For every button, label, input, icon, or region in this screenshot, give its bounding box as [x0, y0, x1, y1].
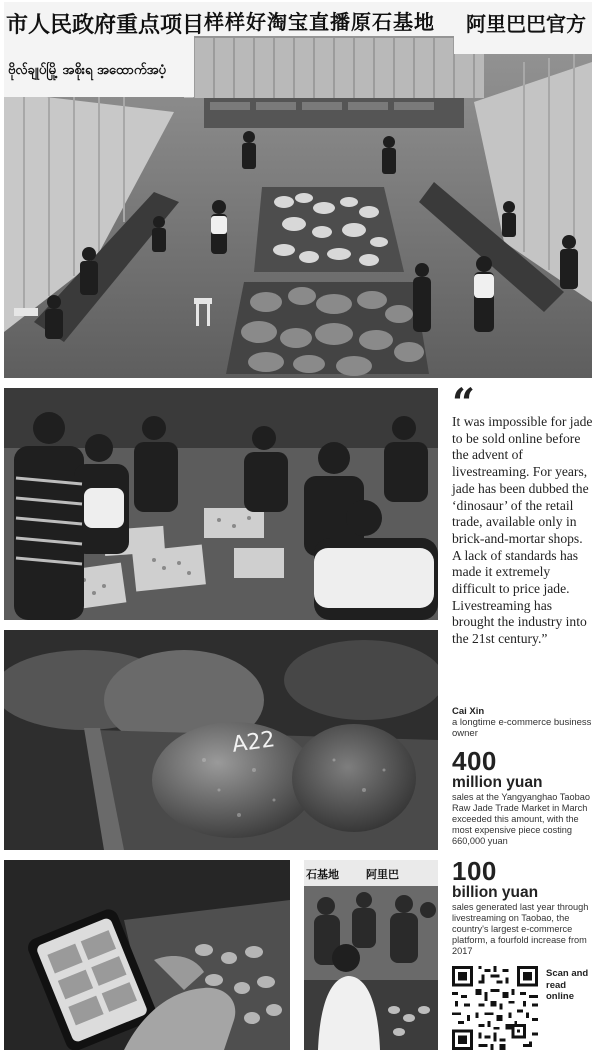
scan-read-online-label: Scan and read online [546, 968, 589, 1002]
stat-description: sales at the Yangyanghao Taobao Raw Jade Trade Market in March exceeded this amount, with the most expensive piece costing 660,000 yuan [452, 792, 590, 846]
quote-speaker-role: a longtime e-commerce business owner [452, 717, 592, 739]
stat-description: sales generated last year through livestreaming on Taobao, the country's largest e-commerce platform, a fourfold increase from 2017 [452, 902, 589, 956]
banner-center-text: 样样好淘宝直播原石基地 [204, 10, 435, 34]
photo-jade-market-hall [4, 2, 592, 378]
stat-unit: billion yuan [452, 884, 539, 901]
photo-jade-traders [4, 388, 438, 620]
banner-right-text: 阿里巴巴官方 [466, 12, 586, 36]
pull-quote-text: It was impossible for jade to be sold online before the advent of livestreaming. For years, jade has been dubbed the ‘dinosaur’ of the retail trade, available only in brick-and-mortar shops. A lack of standards has made it extremely difficult to price jade. Livestreaming has brought the industry into the 21st century.” [452, 414, 593, 647]
stream-sign-left: 石基地 [306, 868, 339, 881]
quote-mark-icon: “ [452, 380, 476, 427]
photo-raw-jade-stone [4, 630, 438, 850]
quote-speaker-name: Cai Xin [452, 706, 485, 717]
stat-number: 400 [452, 746, 497, 776]
qr-code[interactable] [452, 966, 538, 1050]
photo-livestream-seller [304, 860, 438, 1050]
stream-sign-right: 阿里巴 [366, 868, 399, 881]
stat-unit: million yuan [452, 774, 543, 791]
stone-label-text: A22 [230, 727, 277, 758]
stat-number: 100 [452, 856, 497, 886]
banner-left-text: 市人民政府重点项目 [6, 13, 205, 38]
banner-burmese-text: ဗိုလ်ချုပ်မြို့ အစိုးရ အထောက်အပံ့ [8, 63, 166, 78]
photo-phone-livestream-jade [4, 860, 290, 1050]
